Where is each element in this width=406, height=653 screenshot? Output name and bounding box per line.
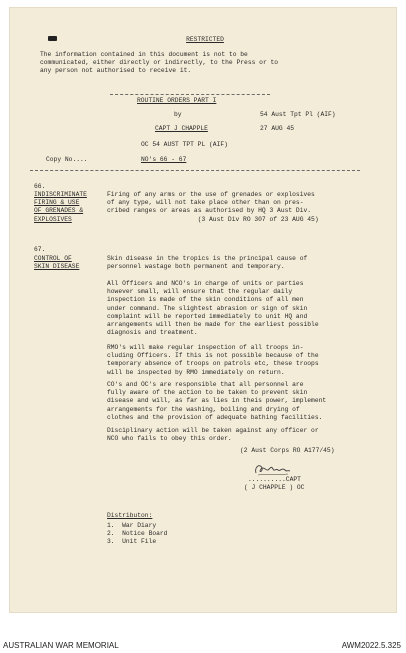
header-rule-bottom bbox=[30, 170, 360, 171]
orders-title: ROUTINE ORDERS PART I bbox=[137, 97, 217, 104]
order-67-title: CONTROL OF SKIN DISEASE bbox=[34, 255, 80, 271]
signature-rank: ..........CAPT bbox=[248, 476, 301, 483]
orders-numbers: NO's 66 - 67 bbox=[141, 156, 187, 163]
orders-unit: OC 54 AUST TPT PL (AIF) bbox=[141, 141, 228, 148]
order-67-paragraph-2: All Officers and NCO's in charge of units or parties however small, will ensure that the regular daily inspection is made of the skin conditions of all men under command. The slightest abrasion or sign of skin complaint will be reported immediately to unit HQ and arrangements will then be made for the earliest possible diagnosis and treatment. bbox=[107, 280, 319, 337]
distribution-item: 3. Unit File bbox=[107, 538, 157, 545]
footer-accession-number: AWM2022.5.325 bbox=[341, 641, 401, 650]
order-66-title: INDISCRIMINATE FIRING & USE OF GRENADES & EXPLOSIVES bbox=[34, 191, 87, 223]
order-67-paragraph-4: CO's and OC's are responsible that all personnel are fully aware of the action to be taken to prevent skin disease and will, as far as lies in theis power, implement arrangements for the washing, boiling and drying of clothes and the provision of adequate bathing facilities. bbox=[107, 381, 327, 421]
handwritten-signature bbox=[252, 461, 292, 477]
order-67-paragraph-3: RMO's will make regular inspection of all troops in- cluding Officers. If this is not possible because of the temporary absence of troops on patrols etc, these troops will be inspected by RMO immediately on return. bbox=[107, 344, 319, 376]
order-67-reference: (2 Aust Corps RO A177/45) bbox=[240, 447, 335, 454]
order-67-paragraph-5: Disciplinary action will be taken against any officer or NCO who fails to obey this order. bbox=[107, 427, 319, 443]
security-notice: The information contained in this document is not to be communicated, either directly or indirectly, to the Press or to any person not authorised to receive it. bbox=[40, 51, 279, 75]
order-67-paragraph-1: Skin disease in the tropics is the principal cause of personnel wastage both permanent and temporary. bbox=[107, 255, 308, 271]
copy-number: Copy No.... bbox=[46, 156, 88, 163]
distribution-heading: Distributon: bbox=[107, 512, 153, 519]
classification-heading: RESTRICTED bbox=[186, 36, 224, 43]
orders-date: 27 AUG 45 bbox=[260, 125, 295, 132]
order-66-body: Firing of any arms or the use of grenades or explosives of any type, will not take place other than on pres- cribed ranges or areas as authorised by HQ 3 Aust Div. (3 Aust Div RO 307 of 23 AUG 45) bbox=[107, 191, 319, 223]
orders-by: by bbox=[174, 111, 182, 118]
unit-name-right: 54 Aust Tpt Pl (AIF) bbox=[260, 111, 336, 118]
header-rule-top bbox=[110, 94, 270, 95]
signature-name: ( J CHAPPLE ) OC bbox=[244, 484, 305, 491]
punch-mark bbox=[48, 36, 57, 41]
orders-author: CAPT J CHAPPLE bbox=[155, 125, 208, 132]
distribution-item: 2. Notice Board bbox=[107, 530, 168, 537]
order-67-number: 67. bbox=[34, 246, 46, 253]
footer-institution: AUSTRALIAN WAR MEMORIAL bbox=[3, 641, 119, 650]
order-66-number: 66. bbox=[34, 183, 46, 190]
distribution-item: 1. War Diary bbox=[107, 522, 157, 529]
